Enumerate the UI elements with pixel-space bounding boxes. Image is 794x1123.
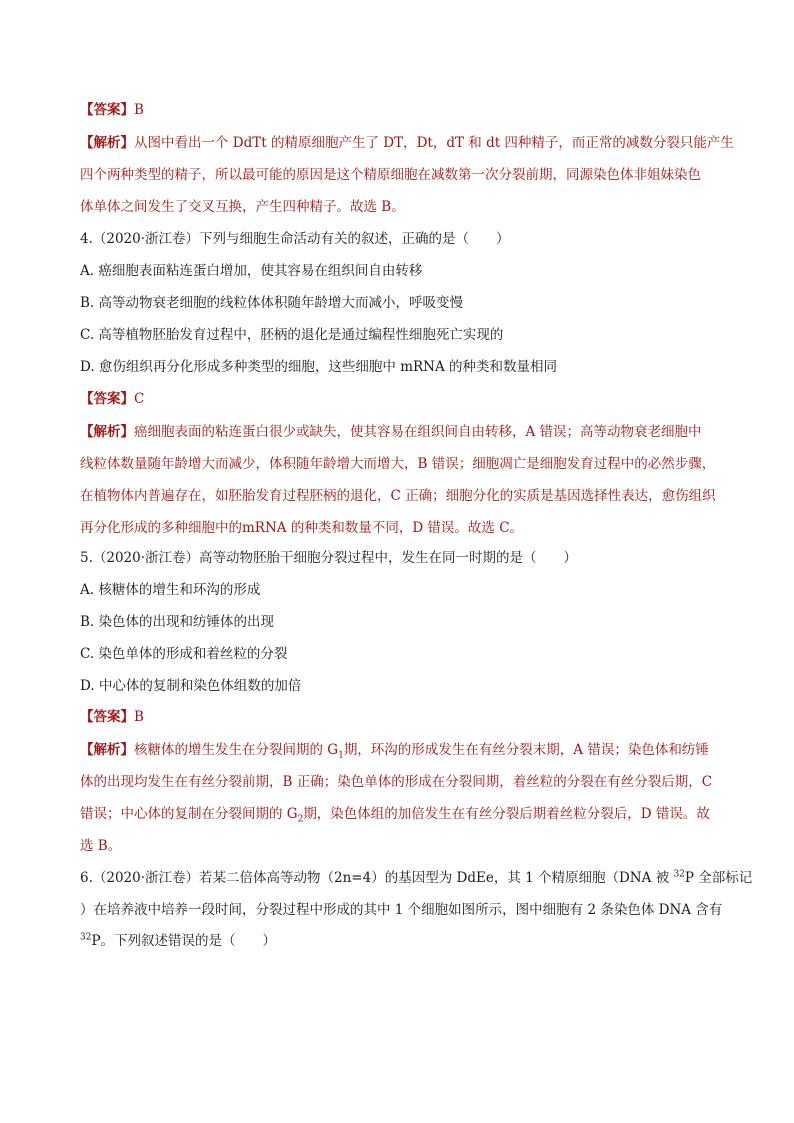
q5-stem: 5.（2020·浙江卷）高等动物胚胎干细胞分裂过程中，发生在同一时期的是（ ） xyxy=(80,550,578,566)
q5-option-b: B. 染色体的出现和纺锤体的出现 xyxy=(80,614,275,630)
analysis-tag: 【解析】 xyxy=(80,135,134,151)
q4-option-a: A. 癌细胞表面粘连蛋白增加，使其容易在组织间自由转移 xyxy=(80,263,423,279)
stem-text: P 全部标记 xyxy=(684,870,753,886)
q4-answer xyxy=(80,389,144,409)
q3-analysis-line xyxy=(80,133,734,153)
q5-option-a: A. 核糖体的增生和环沟的形成 xyxy=(80,582,261,598)
stem-text: 6.（2020·浙江卷）若某二倍体高等动物（2n=4）的基因型为 DdEe，其 1 个精原细胞（DNA 被 xyxy=(80,870,674,886)
q4-analysis-line xyxy=(80,422,702,442)
analysis-text: 错误；中心体的复制在分裂间期的 G xyxy=(80,806,298,822)
analysis-text: 期，环沟的形成发生在有丝分裂末期，A 错误；染色体和纺锤 xyxy=(343,742,709,758)
answer-value: C xyxy=(134,391,145,407)
q5-option-d: D. 中心体的复制和染色体组数的加倍 xyxy=(80,678,302,694)
superscript: 32 xyxy=(673,869,685,880)
q4-option-b: B. 高等动物衰老细胞的线粒体体积随年龄增大而减小，呼吸变慢 xyxy=(80,295,464,311)
q4-option-d: D. 愈伤组织再分化形成多种类型的细胞，这些细胞中 mRNA 的种类和数量相同 xyxy=(80,359,558,375)
answer-tag: 【答案】 xyxy=(80,391,134,407)
q5-analysis-line: 体的出现均发生在有丝分裂前期，B 正确；染色单体的形成在分裂间期，着丝粒的分裂在有丝分裂后期，C xyxy=(80,774,713,790)
analysis-tag: 【解析】 xyxy=(80,742,134,758)
analysis-text: 从图中看出一个 DdTt 的精原细胞产生了 DT，Dt，dT 和 dt 四种精子，而正常的减数分裂只能产生 xyxy=(134,135,734,151)
answer-tag: 【答案】 xyxy=(80,709,134,725)
q3-analysis-line: 四个两种类型的精子，所以最可能的原因是这个精原细胞在减数第一次分裂前期，同源染色体非姐妹染色 xyxy=(80,167,701,183)
q4-option-c: C. 高等植物胚胎发育过程中，胚柄的退化是通过编程性细胞死亡实现的 xyxy=(80,327,504,343)
subscript: 1 xyxy=(338,750,344,761)
analysis-tag: 【解析】 xyxy=(80,424,134,440)
analysis-text: 期，染色体组的加倍发生在有丝分裂后期着丝粒分裂后，D 错误。故 xyxy=(303,806,710,822)
q4-analysis-line: 再分化形成的多种细胞中的mRNA 的种类和数量不同，D 错误。故选 C。 xyxy=(80,520,524,536)
q6-stem-line: ）在培养液中培养一段时间，分裂过程中形成的其中 1 个细胞如图所示，图中细胞有 2 条染色体 DNA 含有 xyxy=(80,902,723,918)
analysis-text: 核糖体的增生发生在分裂间期的 G xyxy=(134,742,339,758)
q4-stem: 4.（2020·浙江卷）下列与细胞生命活动有关的叙述，正确的是（ ） xyxy=(80,231,510,247)
q5-option-c: C. 染色单体的形成和着丝粒的分裂 xyxy=(80,646,288,662)
q6-stem-line xyxy=(80,931,276,951)
q5-analysis-line xyxy=(80,740,709,760)
q4-analysis-line: 线粒体数量随年龄增大而减少，体积随年龄增大而增大，B 错误；细胞凋亡是细胞发育过程中的必然步骤， xyxy=(80,456,716,472)
analysis-text: 癌细胞表面的粘连蛋白很少或缺失，使其容易在组织间自由转移，A 错误；高等动物衰老细胞中 xyxy=(134,424,702,440)
stem-text: P。下列叙述错误的是（ ） xyxy=(91,933,277,949)
q5-answer xyxy=(80,707,144,727)
q3-answer xyxy=(80,100,144,120)
answer-value: B xyxy=(134,709,144,725)
q5-analysis-line: 选 B。 xyxy=(80,838,122,854)
superscript: 32 xyxy=(80,932,92,943)
q4-analysis-line: 在植物体内普遍存在，如胚胎发育过程胚柄的退化，C 正确；细胞分化的实质是基因选择性表达，愈伤组织 xyxy=(80,488,716,504)
q6-stem-line xyxy=(80,868,752,888)
q5-analysis-line xyxy=(80,804,710,824)
subscript: 2 xyxy=(297,814,304,825)
answer-tag: 【答案】 xyxy=(80,102,134,118)
answer-value: B xyxy=(134,102,144,118)
q3-analysis-line: 体单体之间发生了交叉互换，产生四种精子。故选 B。 xyxy=(80,199,405,215)
